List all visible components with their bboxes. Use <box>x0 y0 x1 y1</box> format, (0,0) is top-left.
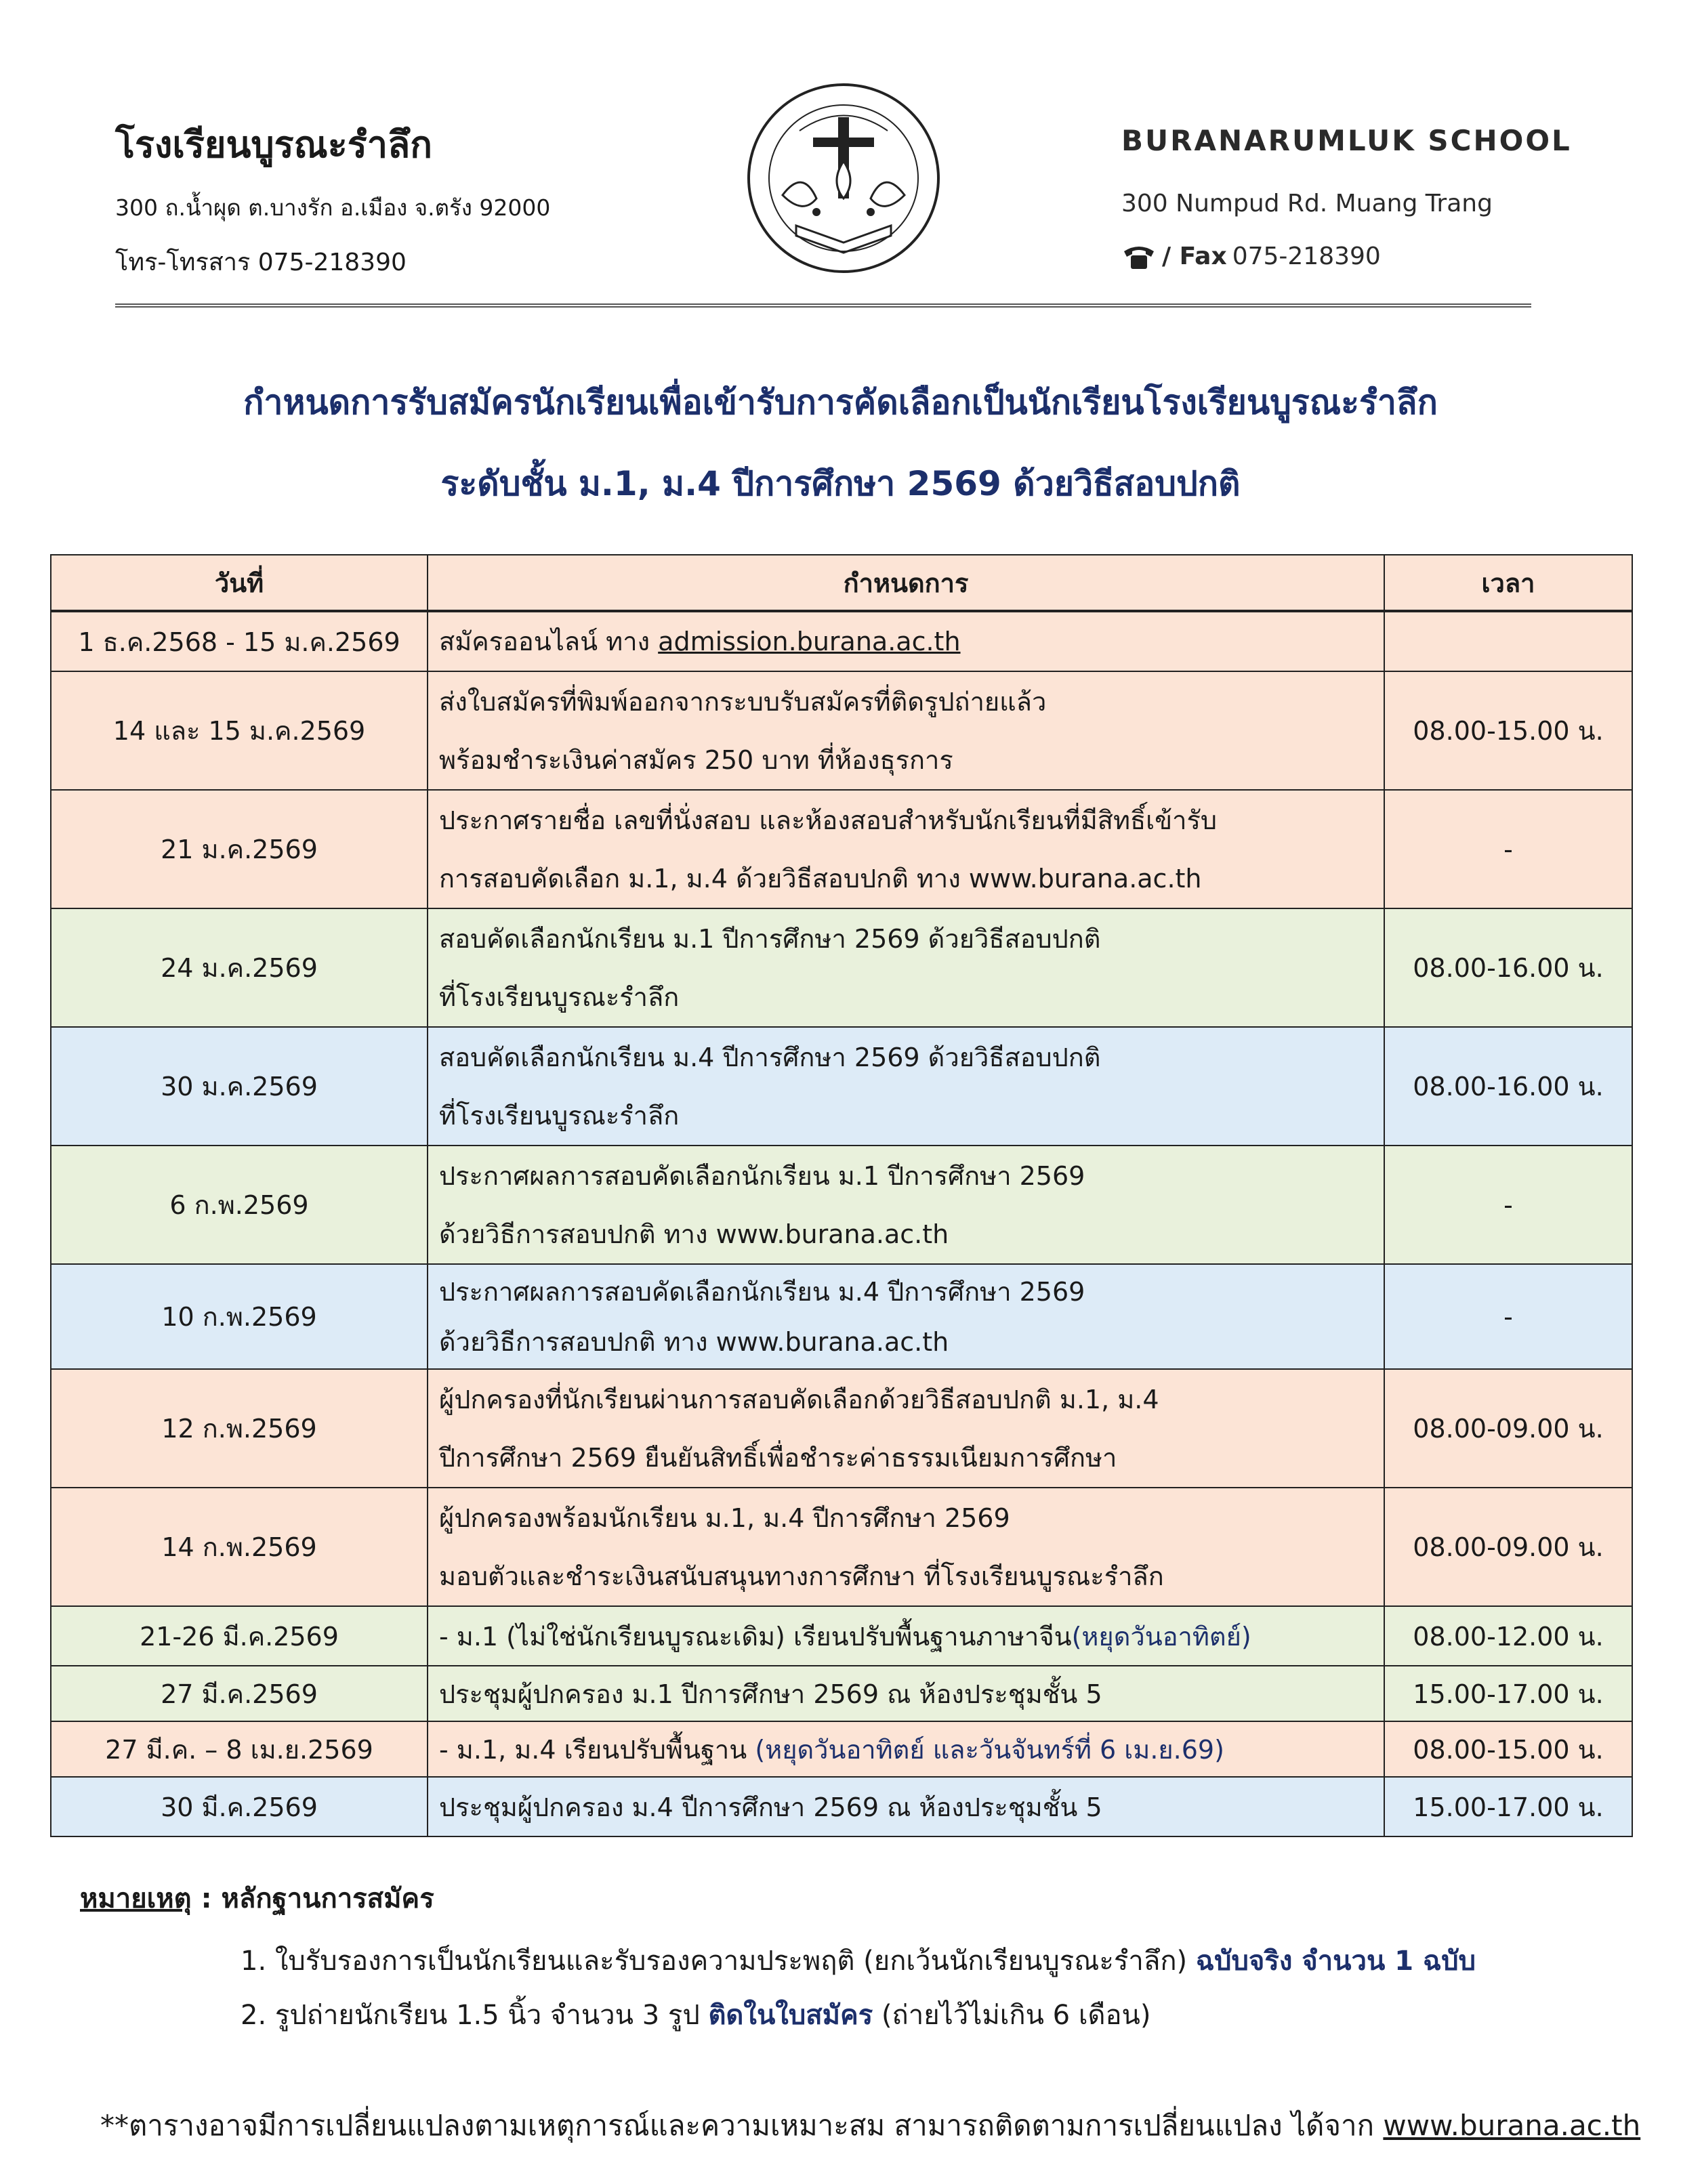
row-date: 14 และ 15 ม.ค.2569 <box>51 671 428 790</box>
row-detail-line: ผู้ปกครองที่นักเรียนผ่านการสอบคัดเลือกด้วยวิธีสอบปกติ ม.1, ม.4 <box>439 1384 1159 1414</box>
header-date: วันที่ <box>51 555 428 611</box>
admission-link[interactable]: admission.burana.ac.th <box>658 627 961 656</box>
table-row <box>51 1027 1632 1146</box>
notes-title: หลักฐานการสมัคร <box>221 1883 434 1914</box>
table-row <box>51 1721 1632 1777</box>
school-phone-thai: โทร-โทรสาร 075-218390 <box>115 249 407 276</box>
row-date: 30 มี.ค.2569 <box>51 1777 428 1836</box>
row-date: 21 ม.ค.2569 <box>51 790 428 908</box>
header-time: เวลา <box>1384 555 1632 611</box>
row-date: 30 ม.ค.2569 <box>51 1027 428 1146</box>
row-detail <box>428 1027 1384 1146</box>
row-time: - <box>1384 1146 1632 1264</box>
document-title: กำหนดการรับสมัครนักเรียนเพื่อเข้ารับการคัดเลือกเป็นนักเรียนโรงเรียนบูรณะรำลึก <box>243 383 1438 422</box>
row-date: 1 ธ.ค.2568 - 15 ม.ค.2569 <box>51 611 428 671</box>
row-detail-line: ประกาศผลการสอบคัดเลือกนักเรียน ม.1 ปีการศึกษา 2569 <box>439 1160 1085 1191</box>
requirement-text: 2. รูปถ่ายนักเรียน 1.5 นิ้ว จำนวน 3 รูป <box>241 2000 709 2031</box>
table-row <box>51 1264 1632 1369</box>
school-address-english: 300 Numpud Rd. Muang Trang <box>1121 190 1493 217</box>
requirement-item-2 <box>241 1993 1150 2036</box>
row-time: 08.00-16.00 น. <box>1384 908 1632 1027</box>
header-schedule: กำหนดการ <box>428 555 1384 611</box>
row-detail <box>428 1264 1384 1369</box>
table-row <box>51 1666 1632 1721</box>
row-detail-text: - ม.1, ม.4 เรียนปรับพื้นฐาน <box>439 1734 755 1765</box>
row-detail-line: ด้วยวิธีการสอบปกติ ทาง www.burana.ac.th <box>439 1326 949 1357</box>
table-row <box>51 790 1632 908</box>
school-emblem-icon <box>742 80 945 276</box>
row-detail <box>428 1488 1384 1606</box>
row-detail-line: ที่โรงเรียนบูรณะรำลึก <box>439 1100 680 1131</box>
row-detail <box>428 671 1384 790</box>
table-header-row <box>51 555 1632 611</box>
website-link[interactable]: www.burana.ac.th <box>1383 2109 1641 2142</box>
telephone-icon <box>1121 243 1157 270</box>
row-detail <box>428 1146 1384 1264</box>
row-detail-line: ประกาศรายชื่อ เลขที่นั่งสอบ และห้องสอบสำหรับนักเรียนที่มีสิทธิ์เข้ารับ <box>439 805 1218 835</box>
row-date: 27 มี.ค.2569 <box>51 1666 428 1721</box>
footer-text: **ตารางอาจมีการเปลี่ยนแปลงตามเหตุการณ์และความเหมาะสม สามารถติดตามการเปลี่ยนแปลง ได้จาก <box>100 2109 1384 2142</box>
row-date: 21-26 มี.ค.2569 <box>51 1606 428 1666</box>
table-row <box>51 1488 1632 1606</box>
row-time: 08.00-09.00 น. <box>1384 1488 1632 1606</box>
footer-note <box>100 2103 1640 2148</box>
requirement-emphasis: ติดในใบสมัคร <box>708 2000 873 2031</box>
row-detail-note: (หยุดวันอาทิตย์ และวันจันทร์ที่ 6 เม.ย.69) <box>755 1734 1224 1765</box>
row-detail: ประชุมผู้ปกครอง ม.4 ปีการศึกษา 2569 ณ ห้องประชุมชั้น 5 <box>428 1777 1384 1836</box>
requirement-item-1 <box>241 1939 1476 1982</box>
table-row <box>51 1146 1632 1264</box>
schedule-table <box>50 554 1633 1837</box>
row-detail-line: ด้วยวิธีการสอบปกติ ทาง www.burana.ac.th <box>439 1219 949 1249</box>
requirement-text: 1. ใบรับรองการเป็นนักเรียนและรับรองความประพฤติ (ยกเว้นนักเรียนบูรณะรำลึก) <box>241 1946 1196 1977</box>
row-detail: ประชุมผู้ปกครอง ม.1 ปีการศึกษา 2569 ณ ห้องประชุมชั้น 5 <box>428 1666 1384 1721</box>
notes-label: หมายเหตุ <box>80 1883 192 1914</box>
table-row <box>51 908 1632 1027</box>
row-detail-line: ปีการศึกษา 2569 ยืนยันสิทธิ์เพื่อชำระค่าธรรมเนียมการศึกษา <box>439 1442 1117 1473</box>
row-time: 08.00-12.00 น. <box>1384 1606 1632 1666</box>
row-date: 27 มี.ค. – 8 เม.ย.2569 <box>51 1721 428 1777</box>
notes-colon: : <box>191 1883 222 1914</box>
row-detail-line: พร้อมชำระเงินค่าสมัคร 250 บาท ที่ห้องธุรการ <box>439 744 953 775</box>
document-subtitle: ระดับชั้น ม.1, ม.4 ปีการศึกษา 2569 ด้วยวิธีสอบปกติ <box>440 464 1241 503</box>
notes-heading <box>80 1876 434 1920</box>
table-row <box>51 1777 1632 1836</box>
row-detail-line: ส่งใบสมัครที่พิมพ์ออกจากระบบรับสมัครที่ติดรูปถ่ายแล้ว <box>439 686 1047 717</box>
school-phone-english <box>1121 243 1381 270</box>
row-detail <box>428 1369 1384 1488</box>
row-time: 08.00-15.00 น. <box>1384 671 1632 790</box>
row-detail <box>428 1606 1384 1666</box>
fax-number: 075-218390 <box>1232 243 1381 270</box>
row-date: 14 ก.พ.2569 <box>51 1488 428 1606</box>
row-time: - <box>1384 1264 1632 1369</box>
requirement-emphasis: ฉบับจริง จำนวน 1 ฉบับ <box>1195 1946 1476 1977</box>
row-detail-text: สมัครออนไลน์ ทาง <box>439 627 659 656</box>
row-date: 24 ม.ค.2569 <box>51 908 428 1027</box>
row-detail-line: ที่โรงเรียนบูรณะรำลึก <box>439 982 680 1012</box>
row-detail <box>428 790 1384 908</box>
table-row <box>51 611 1632 671</box>
school-name-thai: โรงเรียนบูรณะรำลึก <box>115 123 432 166</box>
row-time: 15.00-17.00 น. <box>1384 1777 1632 1836</box>
row-detail-line: สอบคัดเลือกนักเรียน ม.4 ปีการศึกษา 2569 ด้วยวิธีสอบปกติ <box>439 1042 1101 1072</box>
fax-label: / Fax <box>1162 243 1227 270</box>
school-name-english: BURANARUMLUK SCHOOL <box>1121 124 1572 157</box>
row-detail-line: การสอบคัดเลือก ม.1, ม.4 ด้วยวิธีสอบปกติ ทาง www.burana.ac.th <box>439 863 1202 894</box>
row-time <box>1384 611 1632 671</box>
row-time: 08.00-15.00 น. <box>1384 1721 1632 1777</box>
table-row <box>51 671 1632 790</box>
school-address-thai: 300 ถ.น้ำผุด ต.บางรัก อ.เมือง จ.ตรัง 92000 <box>115 194 551 221</box>
table-row <box>51 1369 1632 1488</box>
row-time: - <box>1384 790 1632 908</box>
row-time: 08.00-16.00 น. <box>1384 1027 1632 1146</box>
row-date: 6 ก.พ.2569 <box>51 1146 428 1264</box>
row-detail-line: สอบคัดเลือกนักเรียน ม.1 ปีการศึกษา 2569 ด้วยวิธีสอบปกติ <box>439 923 1101 954</box>
table-row <box>51 1606 1632 1666</box>
row-detail <box>428 611 1384 671</box>
row-detail <box>428 908 1384 1027</box>
row-detail-text: - ม.1 (ไม่ใช่นักเรียนบูรณะเดิม) เรียนปรับพื้นฐานภาษาจีน <box>439 1621 1072 1652</box>
row-detail-line: ผู้ปกครองพร้อมนักเรียน ม.1, ม.4 ปีการศึกษา 2569 <box>439 1503 1010 1533</box>
row-detail-note: (หยุดวันอาทิตย์) <box>1071 1621 1251 1652</box>
row-time: 15.00-17.00 น. <box>1384 1666 1632 1721</box>
row-date: 10 ก.พ.2569 <box>51 1264 428 1369</box>
header-divider <box>115 303 1531 308</box>
row-detail-line: มอบตัวและชำระเงินสนับสนุนทางการศึกษา ที่โรงเรียนบูรณะรำลึก <box>439 1561 1164 1591</box>
row-time: 08.00-09.00 น. <box>1384 1369 1632 1488</box>
row-detail <box>428 1721 1384 1777</box>
row-date: 12 ก.พ.2569 <box>51 1369 428 1488</box>
requirement-text: (ถ่ายไว้ไม่เกิน 6 เดือน) <box>873 2000 1151 2031</box>
row-detail-line: ประกาศผลการสอบคัดเลือกนักเรียน ม.4 ปีการศึกษา 2569 <box>439 1276 1085 1307</box>
